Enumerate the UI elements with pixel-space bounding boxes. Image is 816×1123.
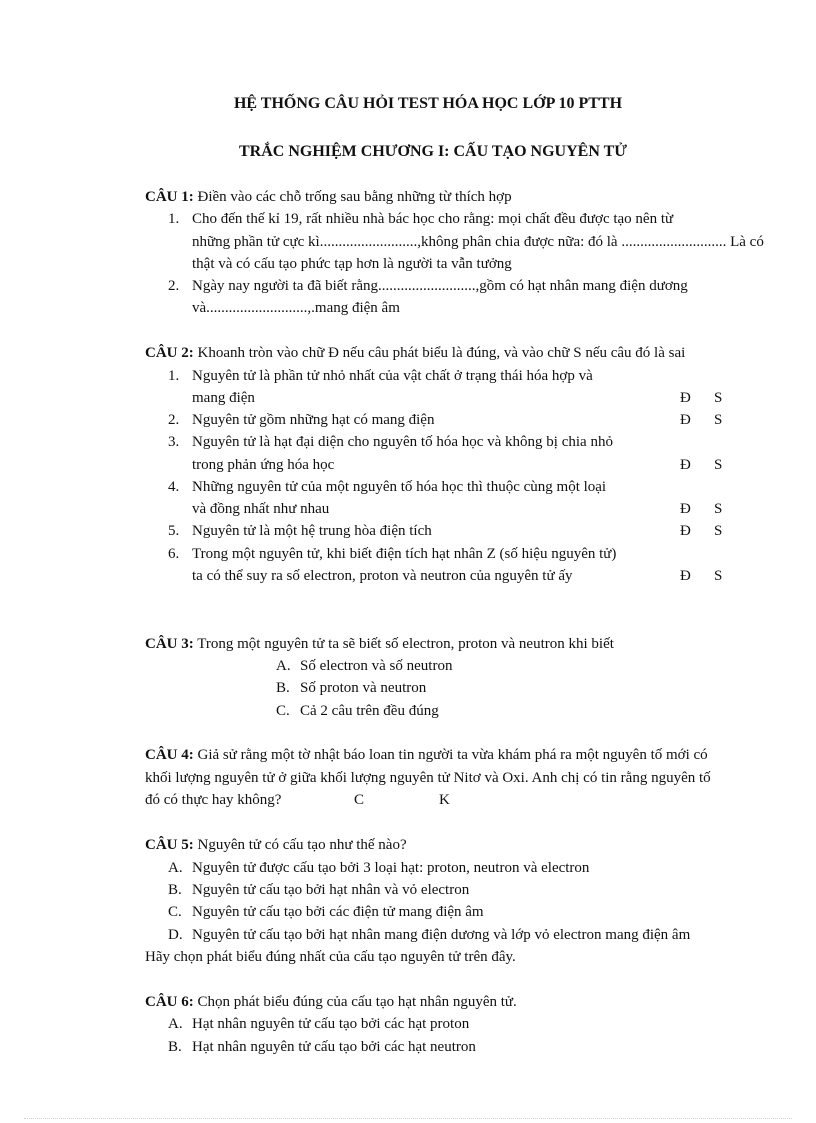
q1-item-1-line-1: Cho đến thế kỉ 19, rất nhiều nhà bác học cho rằng: mọi chất đều được tạo nên từ [192,211,674,227]
page-bottom-divider [24,1118,792,1119]
q3-option-a[interactable]: Số electron và số neutron [300,658,453,674]
q5-option-d-letter: D. [168,927,183,943]
q2-item-3-true-option[interactable]: Đ [680,457,691,473]
q2-item-6-line-1: Trong một nguyên tử, khi biết điện tích hạt nhân Z (số hiệu nguyên tử) [192,546,617,562]
q1-item-1-number: 1. [168,211,180,227]
question-3-prompt: Trong một nguyên tử ta sẽ biết số electron, proton và neutron khi biết [193,636,614,652]
q4-option-c[interactable]: C [354,792,365,808]
question-2 [145,343,685,363]
q2-item-3-line-2: trong phản ứng hóa học [192,457,335,473]
q2-item-4-number: 4. [168,479,180,495]
q1-item-2-line-1: Ngày nay người ta đã biết rằng..........................,gồm có hạt nhân mang điện dương [192,278,688,294]
q5-option-a[interactable]: Nguyên tử được cấu tạo bởi 3 loại hạt: proton, neutron và electron [192,860,590,876]
q2-item-3-number: 3. [168,434,180,450]
q2-item-2-false-option[interactable]: S [714,412,723,428]
question-3-label: CÂU 3: [145,636,194,652]
question-1-prompt: Điền vào các chỗ trống sau bằng những từ thích hợp [193,189,512,205]
chapter-subtitle: TRẮC NGHIỆM CHƯƠNG I: CẤU TẠO NGUYÊN TỬ [238,143,627,160]
q2-item-4-line-1: Những nguyên tử của một nguyên tố hóa học thì thuộc cùng một loại [192,479,607,495]
q5-option-b-letter: B. [168,882,182,898]
q2-item-5-line-1: Nguyên tử là một hệ trung hòa điện tích [192,523,432,539]
q1-item-2-number: 2. [168,278,180,294]
q2-item-6-false-option[interactable]: S [714,568,723,584]
question-6-prompt: Chọn phát biểu đúng của cấu tạo hạt nhân nguyên tử. [193,994,517,1010]
question-4-label: CÂU 4: [145,747,194,763]
q6-option-b-letter: B. [168,1039,182,1055]
q2-item-4-line-2: và đồng nhất như nhau [192,501,330,517]
q2-item-3-false-option[interactable]: S [714,457,723,473]
q6-option-b[interactable]: Hạt nhân nguyên tử cấu tạo bởi các hạt neutron [192,1039,476,1055]
question-6-label: CÂU 6: [145,994,194,1010]
question-3 [145,634,614,654]
q1-item-1-line-2: những phần tử cực kì..........................,không phân chia được nữa: đó là ............................ Là có [192,234,764,250]
q2-item-4-false-option[interactable]: S [714,501,723,517]
q2-item-3-line-1: Nguyên tử là hạt đại diện cho nguyên tố hóa học và không bị chia nhỏ [192,434,613,450]
q3-option-c[interactable]: Cả 2 câu trên đều đúng [300,703,439,719]
question-4-line-2: khối lượng nguyên tử ở giữa khối lượng nguyên tử Nitơ và Oxi. Anh chị có tin rằng nguyên tố [145,770,711,786]
q5-option-c-letter: C. [168,904,182,920]
question-5-closing: Hãy chọn phát biểu đúng nhất của cấu tạo nguyên tử trên đây. [145,949,516,965]
question-4 [145,745,708,765]
q6-option-a[interactable]: Hạt nhân nguyên tử cấu tạo bởi các hạt proton [192,1016,470,1032]
q5-option-b[interactable]: Nguyên tử cấu tạo bởi hạt nhân và vỏ electron [192,882,470,898]
q2-item-4-true-option[interactable]: Đ [680,501,691,517]
question-2-prompt: Khoanh tròn vào chữ Đ nếu câu phát biểu là đúng, và vào chữ S nếu câu đó là sai [193,345,686,361]
question-5-label: CÂU 5: [145,837,194,853]
question-2-label: CÂU 2: [145,345,194,361]
q3-option-c-letter: C. [276,703,290,719]
q3-option-b-letter: B. [276,680,290,696]
q2-item-5-number: 5. [168,523,180,539]
q5-option-d[interactable]: Nguyên tử cấu tạo bởi hạt nhân mang điện dương và lớp vỏ electron mang điện âm [192,927,691,943]
q2-item-2-line-1: Nguyên tử gồm những hạt có mang điện [192,412,435,428]
q2-item-1-number: 1. [168,368,180,384]
q6-option-a-letter: A. [168,1016,183,1032]
question-1-label: CÂU 1: [145,189,194,205]
q2-item-6-true-option[interactable]: Đ [680,568,691,584]
q2-item-6-line-2: ta có thể suy ra số electron, proton và neutron của nguyên tử ấy [192,568,573,584]
page-title: HỆ THỐNG CÂU HỎI TEST HÓA HỌC LỚP 10 PTTH [233,95,623,112]
question-4-line-3: đó có thực hay không? [145,792,282,808]
question-5-prompt: Nguyên tử có cấu tạo như thế nào? [193,837,407,853]
q2-item-2-number: 2. [168,412,180,428]
question-6 [145,992,517,1012]
q2-item-2-true-option[interactable]: Đ [680,412,691,428]
q3-option-b[interactable]: Số proton và neutron [300,680,427,696]
q2-item-5-true-option[interactable]: Đ [680,523,691,539]
q2-item-1-line-1: Nguyên tử là phần tử nhỏ nhất của vật chất ở trạng thái hóa hợp và [192,368,593,384]
q1-item-1-line-3: thật và có cấu tạo phức tạp hơn là người ta vẫn tưởng [192,256,512,272]
q1-item-2-line-2: và...........................,.mang điện âm [192,300,400,316]
q2-item-1-line-2: mang điện [192,390,255,406]
question-4-line-1: Giả sử rằng một tờ nhật báo loan tin người ta vừa khám phá ra một nguyên tố mới có [193,747,708,763]
q5-option-c[interactable]: Nguyên tử cấu tạo bởi các điện tử mang điện âm [192,904,484,920]
q2-item-1-false-option[interactable]: S [714,390,723,406]
question-1 [145,187,512,207]
q2-item-5-false-option[interactable]: S [714,523,723,539]
question-5 [145,835,407,855]
q3-option-a-letter: A. [276,658,291,674]
q5-option-a-letter: A. [168,860,183,876]
q4-option-k[interactable]: K [439,792,450,808]
q2-item-1-true-option[interactable]: Đ [680,390,691,406]
q2-item-6-number: 6. [168,546,180,562]
